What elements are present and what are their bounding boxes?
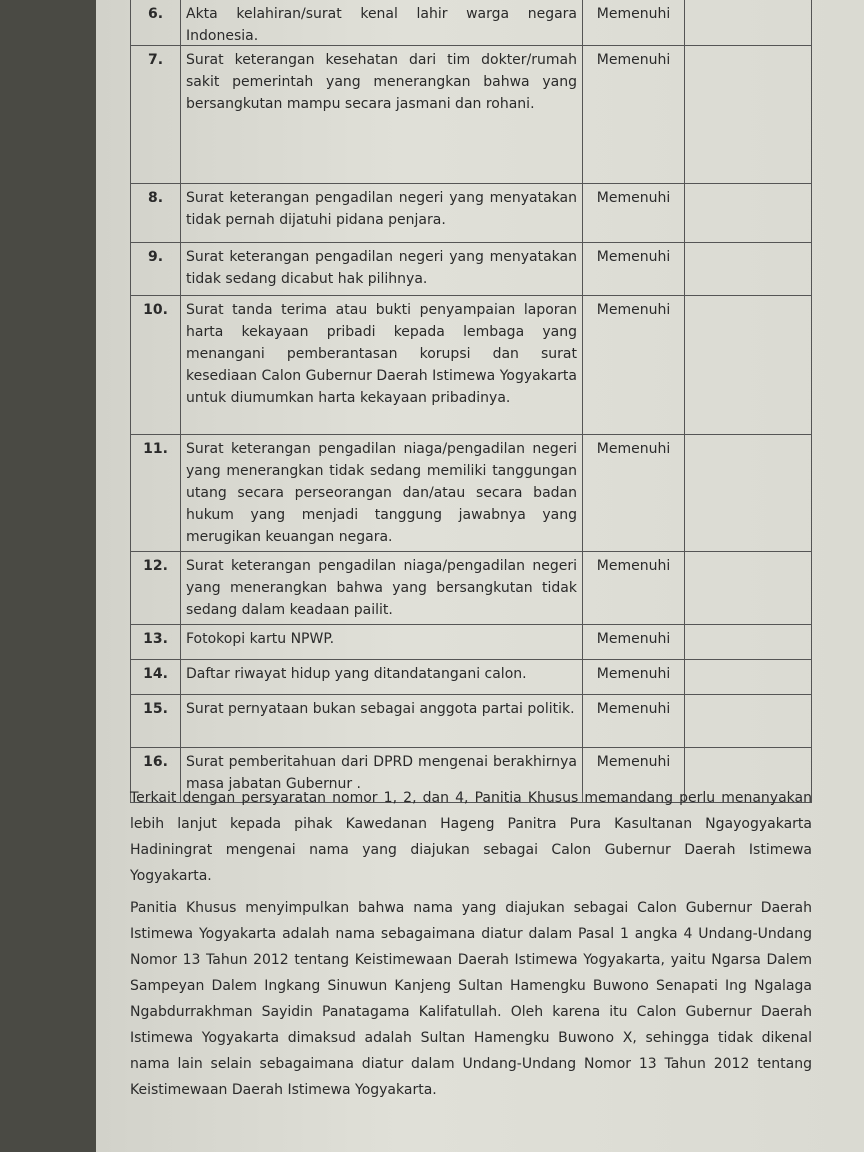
note-cell — [685, 0, 811, 45]
row-number: 14. — [131, 660, 181, 694]
status-cell: Memenuhi — [583, 660, 685, 694]
note-cell — [685, 552, 811, 624]
table-row — [131, 0, 811, 46]
note-cell — [685, 184, 811, 242]
row-number: 6. — [131, 0, 181, 45]
requirement-text: Surat keterangan pengadilan negeri yang menyatakan tidak sedang dicabut hak pilihnya. — [181, 243, 583, 295]
row-number: 7. — [131, 46, 181, 183]
requirement-text: Akta kelahiran/surat kenal lahir warga negara Indonesia. — [181, 0, 583, 45]
table-row — [131, 625, 811, 660]
status-cell: Memenuhi — [583, 552, 685, 624]
paragraph: Panitia Khusus menyimpulkan bahwa nama yang diajukan sebagai Calon Gubernur Daerah Istimewa Yogyakarta adalah nama sebagaimana diatur dalam Pasal 1 angka 4 Undang-Undang Nomor 13 Tahun 2012 tentang Keistimewaan Daerah Istimewa Yogyakarta, yaitu Ngarsa Dalem Sampeyan Dalem Ingkang Sinuwun Kanjeng Sultan Hamengku Buwono Senapati Ing Ngalaga Ngabdurrakhman Sayidin Panatagama Kalifatullah. Oleh karena itu Calon Gubernur Daerah Istimewa Yogyakarta dimaksud adalah Sultan Hamengku Buwono X, sehingga tidak dikenal nama lain selain sebagaimana diatur dalam Undang-Undang Nomor 13 Tahun 2012 tentang Keistimewaan Daerah Istimewa Yogyakarta. — [130, 900, 812, 1098]
status-cell: Memenuhi — [583, 243, 685, 295]
table-row — [131, 435, 811, 552]
note-cell — [685, 243, 811, 295]
requirements-table — [130, 0, 812, 803]
status-cell: Memenuhi — [583, 46, 685, 183]
status-cell: Memenuhi — [583, 296, 685, 434]
status-cell: Memenuhi — [583, 184, 685, 242]
note-cell — [685, 296, 811, 434]
row-number: 13. — [131, 625, 181, 659]
note-cell — [685, 46, 811, 183]
note-cell — [685, 625, 811, 659]
row-number: 9. — [131, 243, 181, 295]
requirement-text: Surat keterangan pengadilan negeri yang menyatakan tidak pernah dijatuhi pidana penjara. — [181, 184, 583, 242]
requirement-text: Surat tanda terima atau bukti penyampaian laporan harta kekayaan pribadi kepada lembaga yang menangani pemberantasan korupsi dan surat kesediaan Calon Gubernur Daerah Istimewa Yogyakarta untuk diumumkan harta kekayaan pribadinya. — [181, 296, 583, 434]
table-row — [131, 296, 811, 435]
requirement-text: Surat pemberitahuan dari DPRD mengenai berakhirnya masa jabatan Gubernur . — [181, 748, 583, 802]
note-cell — [685, 695, 811, 747]
note-cell — [685, 435, 811, 551]
requirement-text: Daftar riwayat hidup yang ditandatangani calon. — [181, 660, 583, 694]
row-number: 12. — [131, 552, 181, 624]
requirement-text: Surat pernyataan bukan sebagai anggota partai politik. — [181, 695, 583, 747]
status-cell: Memenuhi — [583, 695, 685, 747]
table-row — [131, 243, 811, 296]
row-number: 11. — [131, 435, 181, 551]
table-row — [131, 46, 811, 184]
requirement-text: Fotokopi kartu NPWP. — [181, 625, 583, 659]
row-number: 10. — [131, 296, 181, 434]
status-cell: Memenuhi — [583, 435, 685, 551]
table-row — [131, 552, 811, 625]
paragraph: Terkait dengan persyaratan nomor 1, 2, dan 4, Panitia Khusus memandang perlu menanyakan lebih lanjut kepada pihak Kawedanan Hageng Panitra Pura Kasultanan Ngayogyakarta Hadiningrat mengenai nama yang diajukan sebagai Calon Gubernur Daerah Istimewa Yogyakarta. — [130, 790, 812, 884]
note-cell — [685, 660, 811, 694]
requirement-text: Surat keterangan kesehatan dari tim dokter/rumah sakit pemerintah yang menerangkan bahwa yang bersangkutan mampu secara jasmani dan rohani. — [181, 46, 583, 183]
table-row — [131, 695, 811, 748]
row-number: 16. — [131, 748, 181, 802]
requirement-text: Surat keterangan pengadilan niaga/pengadilan negeri yang menerangkan tidak sedang memiliki tanggungan utang secara perseorangan dan/atau secara badan hukum yang menjadi tanggung jawabnya yang merugikan keuangan negara. — [181, 435, 583, 551]
row-number: 8. — [131, 184, 181, 242]
row-number: 15. — [131, 695, 181, 747]
table-row — [131, 184, 811, 243]
requirement-text: Surat keterangan pengadilan niaga/pengadilan negeri yang menerangkan bahwa yang bersangkutan tidak sedang dalam keadaan pailit. — [181, 552, 583, 624]
status-cell: Memenuhi — [583, 625, 685, 659]
status-cell: Memenuhi — [583, 0, 685, 45]
status-cell: Memenuhi — [583, 748, 685, 802]
table-row — [131, 660, 811, 695]
